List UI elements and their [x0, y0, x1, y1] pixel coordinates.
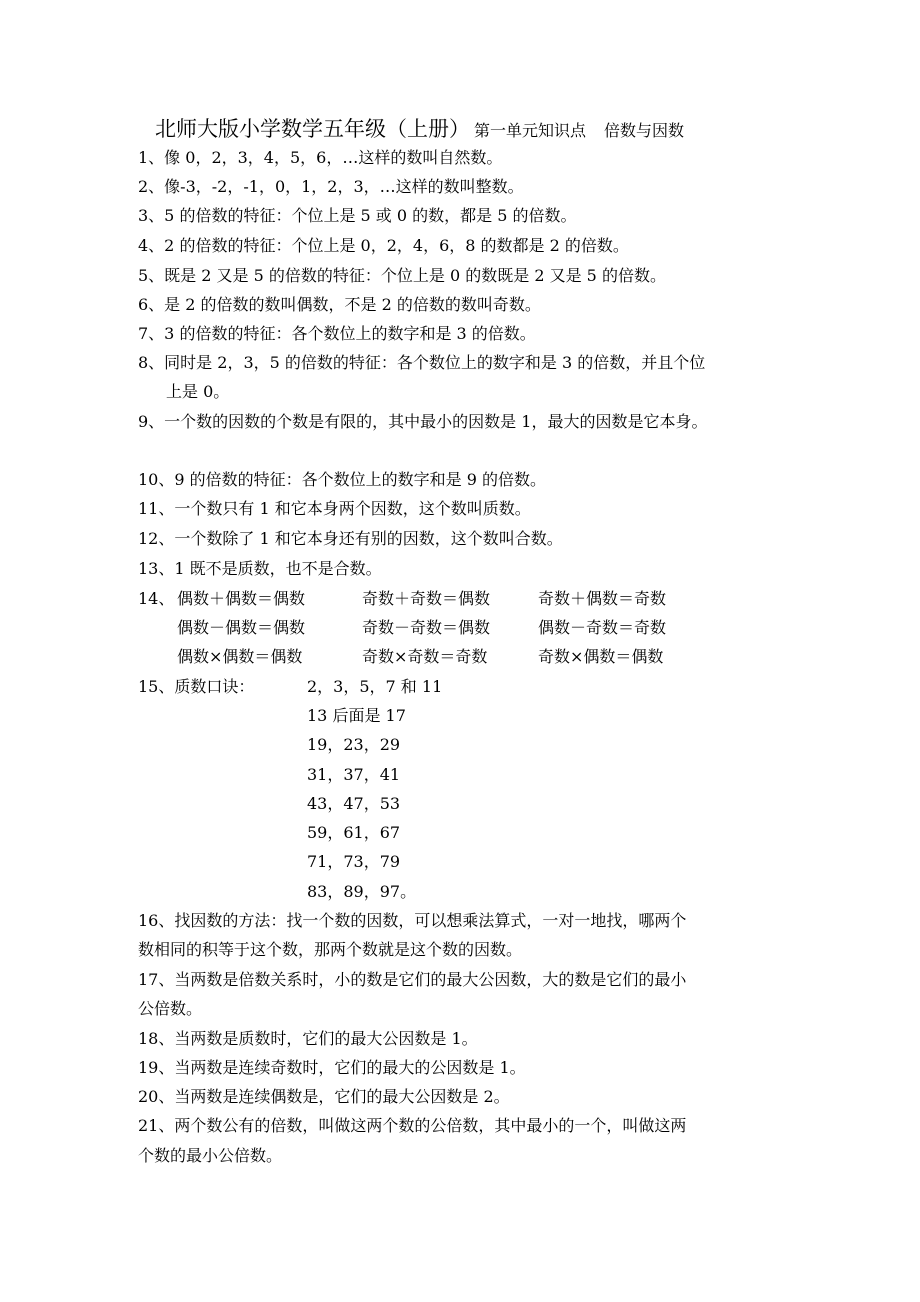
prime-mnemonic-row: 59，61，67	[307, 823, 401, 842]
parity-rule: 奇数－奇数＝偶数	[362, 618, 491, 637]
title-main: 北师大版小学数学五年级（上册）	[155, 117, 470, 141]
item-3: 3、5 的倍数的特征：个位上是 5 或 0 的数，都是 5 的倍数。	[138, 206, 577, 225]
title-topic: 倍数与因数	[604, 121, 685, 140]
item-4: 4、2 的倍数的特征：个位上是 0，2，4，6，8 的数都是 2 的倍数。	[138, 236, 629, 255]
parity-rule: 偶数－偶数＝偶数	[177, 618, 306, 637]
prime-mnemonic-row: 43，47，53	[307, 794, 401, 813]
prime-mnemonic-row: 71，73，79	[307, 852, 401, 871]
item-1: 1、像 0，2，3，4，5，6，…这样的数叫自然数。	[138, 148, 503, 167]
item-2: 2、像-3，-2，-1，0，1，2，3，…这样的数叫整数。	[138, 177, 524, 196]
prime-mnemonic-row: 13 后面是 17	[307, 706, 406, 725]
item-17-line-2: 公倍数。	[138, 999, 203, 1018]
item-7: 7、3 的倍数的特征：各个数位上的数字和是 3 的倍数。	[138, 324, 536, 343]
item-17-line-1: 17、当两数是倍数关系时，小的数是它们的最大公因数，大的数是它们的最小	[138, 970, 687, 989]
prime-mnemonic-row: 2，3，5，7 和 11	[307, 677, 443, 696]
parity-rule: 奇数＋奇数＝偶数	[362, 589, 491, 608]
item-14-label: 14、	[138, 589, 175, 608]
parity-rule: 偶数－奇数＝奇数	[538, 618, 667, 637]
item-11: 11、一个数只有 1 和它本身两个因数，这个数叫质数。	[138, 499, 531, 518]
prime-mnemonic-row: 19，23，29	[307, 735, 401, 754]
item-21-line-2: 个数的最小公倍数。	[138, 1146, 283, 1165]
item-16-line-2: 数相同的积等于这个数，那两个数就是这个数的因数。	[138, 940, 523, 959]
prime-mnemonic-row: 31，37，41	[307, 765, 401, 784]
prime-mnemonic-row: 83，89，97。	[307, 882, 417, 901]
item-10: 10、9 的倍数的特征：各个数位上的数字和是 9 的倍数。	[138, 470, 546, 489]
item-6: 6、是 2 的倍数的数叫偶数，不是 2 的倍数的数叫奇数。	[138, 295, 541, 314]
item-16-line-1: 16、找因数的方法：找一个数的因数，可以想乘法算式，一对一地找，哪两个	[138, 911, 687, 930]
title-sub: 第一单元知识点	[474, 121, 587, 140]
item-19: 19、当两数是连续奇数时，它们的最大的公因数是 1。	[138, 1058, 526, 1077]
item-13: 13、1 既不是质数，也不是合数。	[138, 559, 382, 578]
item-21-line-1: 21、两个数公有的倍数，叫做这两个数的公倍数，其中最小的一个，叫做这两	[138, 1116, 687, 1135]
item-8-line-1: 8、同时是 2，3，5 的倍数的特征：各个数位上的数字和是 3 的倍数，并且个位	[138, 353, 706, 372]
item-18: 18、当两数是质数时，它们的最大公因数是 1。	[138, 1029, 478, 1048]
parity-rule: 奇数×偶数＝偶数	[538, 647, 664, 666]
parity-rule: 奇数＋偶数＝奇数	[538, 589, 667, 608]
document-title	[155, 114, 684, 146]
item-8-line-2: 上是 0。	[166, 382, 230, 401]
item-15-label: 15、质数口诀：	[138, 677, 255, 696]
parity-rule: 偶数＋偶数＝偶数	[177, 589, 306, 608]
item-12: 12、一个数除了 1 和它本身还有别的因数，这个数叫合数。	[138, 529, 563, 548]
parity-rule: 偶数×偶数＝偶数	[177, 647, 303, 666]
parity-rule: 奇数×奇数＝奇数	[362, 647, 488, 666]
item-20: 20、当两数是连续偶数是，它们的最大公因数是 2。	[138, 1087, 510, 1106]
item-9: 9、一个数的因数的个数是有限的，其中最小的因数是 1，最大的因数是它本身。	[138, 412, 708, 431]
item-5: 5、既是 2 又是 5 的倍数的特征：个位上是 0 的数既是 2 又是 5 的倍数。	[138, 266, 666, 285]
